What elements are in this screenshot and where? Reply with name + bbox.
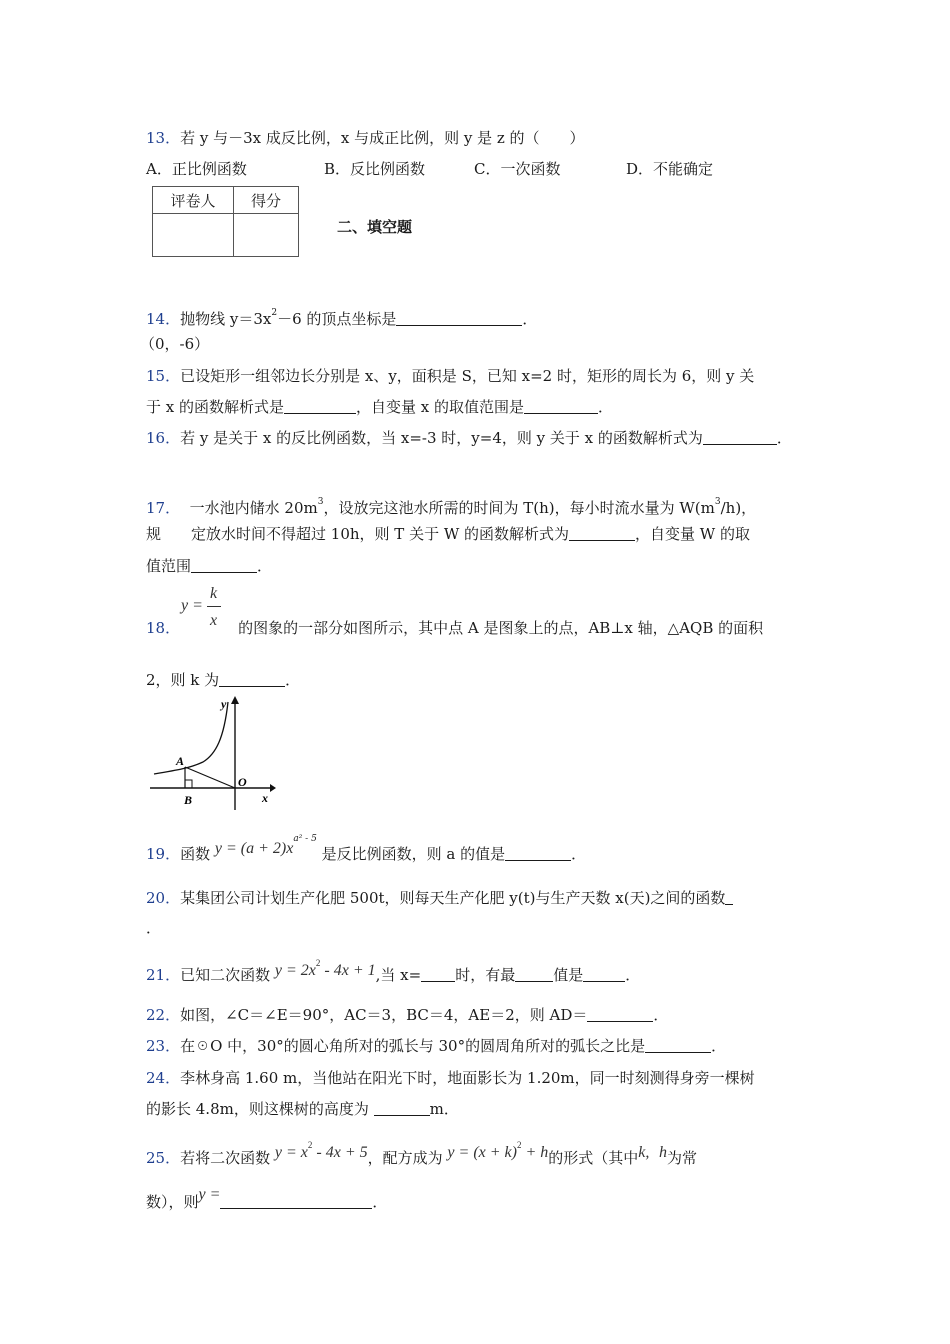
right-angle-mark xyxy=(185,780,192,788)
period: ． xyxy=(776,429,792,447)
answer-blank[interactable] xyxy=(515,967,553,982)
exponent: a² - 5 xyxy=(293,834,317,844)
score-table xyxy=(152,186,299,257)
superscript: 3 xyxy=(714,497,721,507)
question-text: 时，有最 xyxy=(455,966,516,984)
period: ． xyxy=(522,310,538,328)
period: ． xyxy=(571,845,587,863)
question-number: 23． xyxy=(146,1037,181,1055)
hyperbola-curve xyxy=(154,702,228,774)
question-text: 若将二次函数 xyxy=(180,1149,271,1167)
question-text: ，自变量 W 的取 xyxy=(635,525,750,543)
answer-blank[interactable] xyxy=(505,846,571,861)
answer-blank[interactable] xyxy=(396,311,522,326)
question-number: 16． xyxy=(146,429,181,447)
question-text: ,当 x= xyxy=(375,966,422,984)
origin-label: O xyxy=(238,775,247,789)
question-24 xyxy=(146,1068,755,1088)
question-number: 14． xyxy=(146,310,181,328)
question-text: 已设矩形一组邻边长分别是 x、y，面积是 S，已知 x=2 时，矩形的周长为 6，则 y 关 xyxy=(180,367,755,385)
x-axis-label: x xyxy=(262,791,268,805)
formula-numerator: k xyxy=(210,585,218,602)
question-13 xyxy=(146,128,585,148)
question-15-line2 xyxy=(146,397,613,417)
question-23 xyxy=(146,1036,726,1056)
question-text: 值是 xyxy=(553,966,584,984)
question-text: 数），则 xyxy=(146,1193,199,1211)
question-16 xyxy=(146,428,792,448)
section-title: 二、填空题 xyxy=(337,218,413,236)
question-15 xyxy=(146,366,754,386)
formula-denominator: x xyxy=(210,612,218,629)
formula-part: y = 2x xyxy=(274,962,316,979)
score-header: 得分 xyxy=(234,187,299,214)
answer-blank[interactable] xyxy=(191,558,257,573)
option-a: A．正比例函数 xyxy=(146,160,247,178)
formula-y: y = xyxy=(181,597,203,614)
question-17-line3 xyxy=(146,556,272,576)
answer-blank[interactable] xyxy=(524,399,598,414)
answer-blank[interactable] xyxy=(569,526,635,541)
question-25-line2 xyxy=(146,1186,388,1213)
question-text: 李林身高 1.60 m，当他站在阳光下时，地面影长为 1.20m，同一时刻测得身旁一棵树 xyxy=(180,1069,755,1087)
question-number: 21． xyxy=(146,966,181,984)
point-a-label: A xyxy=(176,754,185,768)
question-18-line2 xyxy=(146,670,300,690)
question-number: 24． xyxy=(146,1069,181,1087)
reviewer-cell[interactable] xyxy=(153,214,234,257)
formula-part: y = (x + k) xyxy=(447,1144,517,1161)
question-text: 函数 xyxy=(180,845,211,863)
question-text: 定放水时间不得超过 10h，则 T 关于 W 的函数解析式为 xyxy=(191,525,570,543)
option-b: B．反比例函数 xyxy=(324,160,426,178)
superscript: 2 xyxy=(516,1140,522,1150)
question-text: ，自变量 x 的取值范围是 xyxy=(356,398,524,416)
question-number: 22． xyxy=(146,1006,181,1024)
question-text: 2，则 k 为 xyxy=(146,671,220,689)
question-text-2: －6 的顶点坐标是 xyxy=(277,310,397,328)
question-21 xyxy=(146,958,640,986)
question-22 xyxy=(146,1005,668,1025)
question-20-line2: ． xyxy=(146,919,162,937)
formula-part: + h xyxy=(521,1144,549,1161)
point-b-label: B xyxy=(184,793,193,807)
answer-blank[interactable] xyxy=(284,399,356,414)
variable-h: h xyxy=(658,1144,667,1161)
question-text: 的影长 4.8m，则这棵树的高度为 xyxy=(146,1100,374,1118)
question-number: 18． xyxy=(146,619,181,637)
superscript: 2 xyxy=(307,1140,313,1150)
hyperbola-graph xyxy=(148,694,278,812)
question-text: ，配方成为 xyxy=(367,1149,443,1167)
question-18 xyxy=(146,618,763,638)
question-number: 19． xyxy=(146,845,181,863)
question-text: ，设放完这池水所需的时间为 T(h)，每小时流水量为 W(m xyxy=(323,499,715,517)
fraction-bar xyxy=(207,606,221,607)
formula-part: - 4x + 5 xyxy=(312,1144,368,1161)
question-text: 已知二次函数 xyxy=(180,966,271,984)
formula-1 xyxy=(274,1140,368,1161)
answer-blank[interactable] xyxy=(219,672,285,687)
question-text: 为常 xyxy=(666,1149,697,1167)
formula-part: y = x xyxy=(274,1144,308,1161)
question-19 xyxy=(146,834,587,867)
question-number: 15． xyxy=(146,367,181,385)
question-17-line2 xyxy=(146,524,750,544)
variable-k: k, xyxy=(638,1144,650,1161)
answer-blank[interactable] xyxy=(374,1101,430,1116)
period: ． xyxy=(257,557,273,575)
question-24-line2 xyxy=(146,1099,459,1119)
score-cell[interactable] xyxy=(234,214,299,257)
reviewer-header: 评卷人 xyxy=(153,187,234,214)
question-text: 的图象的一部分如图所示，其中点 A 是图象上的点，AB⊥x 轴，△AQB 的面积 xyxy=(238,619,764,637)
y-axis-arrow xyxy=(231,696,239,704)
option-c: C．一次函数 xyxy=(474,160,561,178)
superscript: 3 xyxy=(317,497,324,507)
period: ． xyxy=(711,1037,727,1055)
question-text: 的形式（其中 xyxy=(548,1149,639,1167)
question-text: /h)， xyxy=(720,499,757,517)
question-text: 某集团公司计划生产化肥 500t，则每天生产化肥 y(t)与生产天数 x(天)之间的函数 xyxy=(180,889,726,907)
question-text: 值范围 xyxy=(146,557,192,575)
question-text: 若 y 是关于 x 的反比例函数，当 x=-3 时，y=4，则 y 关于 x 的函数解析式为 xyxy=(180,429,703,447)
formula-2 xyxy=(447,1140,549,1161)
period: ． xyxy=(285,671,301,689)
question-text: 是反比例函数，则 a 的值是 xyxy=(321,845,506,863)
answer-blank[interactable] xyxy=(725,890,733,905)
question-text: 一水池内储水 20m xyxy=(189,499,318,517)
answer-blank[interactable] xyxy=(421,967,455,982)
answer-blank[interactable] xyxy=(645,1038,711,1053)
question-number: 20． xyxy=(146,889,181,907)
question-25 xyxy=(146,1141,697,1169)
answer-text: （0，-6） xyxy=(140,335,210,353)
answer-blank[interactable] xyxy=(220,1194,372,1209)
answer-blank[interactable] xyxy=(587,1007,653,1022)
question-text: 规 xyxy=(146,525,162,543)
answer-blank[interactable] xyxy=(583,967,625,982)
question-17 xyxy=(146,492,756,518)
question-text: 如图，∠C＝∠E＝90°，AC＝3，BC＝4，AE＝2，则 AD＝ xyxy=(180,1006,588,1024)
superscript: 2 xyxy=(271,308,278,318)
option-d: D．不能确定 xyxy=(626,160,714,178)
y-axis-label: y xyxy=(221,697,227,711)
question-number: 25． xyxy=(146,1149,181,1167)
superscript: 2 xyxy=(315,958,321,968)
answer-blank[interactable] xyxy=(703,430,777,445)
question-text: 在☉O 中，30°的圆心角所对的弧长与 30°的圆周角所对的弧长之比是 xyxy=(180,1037,646,1055)
period: ． xyxy=(625,966,641,984)
question-text: 抛物线 y＝3x xyxy=(180,310,272,328)
formula-part: - 4x + 1 xyxy=(320,962,376,979)
period: ． xyxy=(598,398,614,416)
question-text: 于 x 的函数解析式是 xyxy=(146,398,284,416)
period: ． xyxy=(653,1006,669,1024)
question-text: 若 y 与－3x 成反比例，x 与成正比例，则 y 是 z 的（ ） xyxy=(180,129,585,147)
formula xyxy=(274,958,376,979)
question-text: m． xyxy=(429,1100,459,1118)
formula-y: y = xyxy=(198,1186,221,1203)
formula: y = (a + 2)x xyxy=(214,840,294,857)
question-number: 17． xyxy=(146,499,181,517)
question-14 xyxy=(146,303,537,329)
x-axis-arrow xyxy=(270,784,276,792)
question-number: 13． xyxy=(146,129,181,147)
question-20 xyxy=(146,888,733,908)
period: ． xyxy=(372,1193,388,1211)
